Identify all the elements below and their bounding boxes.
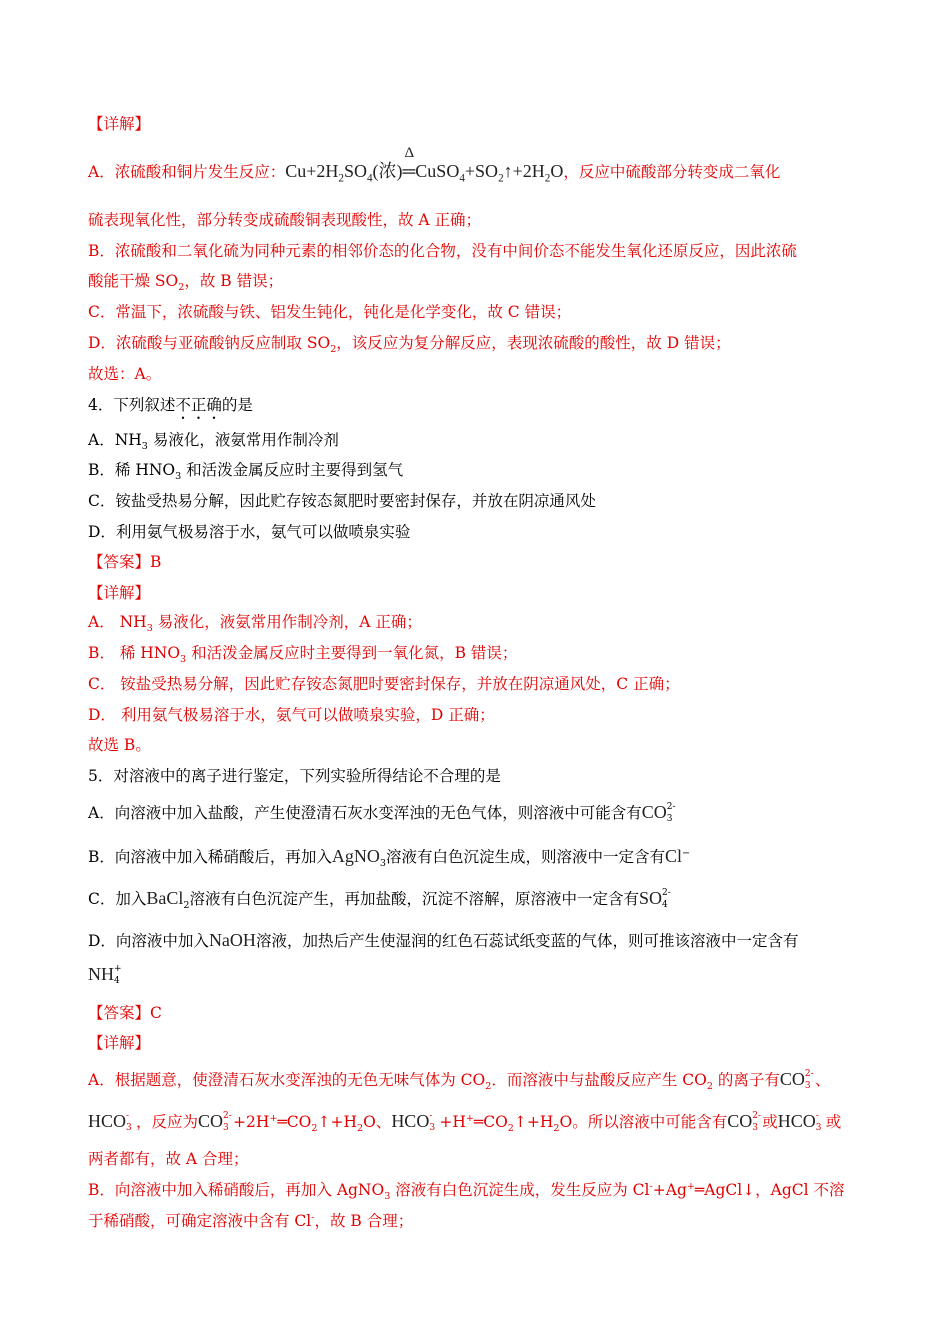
question-5-option-b: B．向溶液中加入稀硝酸后，再加入AgNO$_3$溶液有白色沉淀生成，则溶液中一定含有Cl− <box>88 846 691 870</box>
question-4-choose: 故选 B。 <box>88 736 151 754</box>
question-5-option-a: A．向溶液中加入盐酸，产生使澄清石灰水变浑浊的无色气体，则溶液中可能含有CO 2- 3 <box>88 802 676 824</box>
question-4-stem: 4．下列叙述不正确的是 <box>88 396 253 414</box>
question-5-option-d-ion: NH + 4 <box>88 964 122 986</box>
question-5-explanation-b-line1: B．向溶液中加入稀硝酸后，再加入 AgNO$_3$ 溶液有白色沉淀生成，发生反应为 Cl-+Ag+═AgCl↓，AgCl 不溶 <box>88 1180 845 1203</box>
explanation-a-line2: 硫表现氧化性，部分转变成硫酸铜表现酸性，故 A 正确； <box>88 211 482 229</box>
explanation-b-line2: 酸能干燥 $SO_2$，故 B 错误； <box>88 272 284 294</box>
question-4-explanation-c: C． 铵盐受热易分解，因此贮存铵态氮肥时要密封保存，并放在阴凉通风处，C 正确； <box>88 675 680 693</box>
question-5-explanation-a-line1: A．根据题意，使澄清石灰水变浑浊的无色无味气体为 $CO_2$．而溶液中与盐酸反应产生 $CO_2$ 的离子有CO 2- 3 、 <box>88 1069 831 1093</box>
question-5-option-d: D．向溶液中加入NaOH溶液，加热后产生使湿润的红色石蕊试纸变蓝的气体，则可推该溶液中一定含有 <box>88 930 799 950</box>
question-5-stem: 5．对溶液中的离子进行鉴定，下列实验所得结论不合理的是 <box>88 767 501 785</box>
question-5-explanation-a-line2: HCO - 3 ，反应为CO 2- 3 $+2H^+═CO_2↑+H_2O$、HCO - 3 $+H^+═CO_2↑+H_2O$。所以溶液中可能含有CO 2- 3 或HCO - 3 或 <box>88 1111 842 1135</box>
question-4-option-d: D．利用氨气极易溶于水，氨气可以做喷泉实验 <box>88 523 411 541</box>
explanation-d-line: D．浓硫酸与亚硫酸钠反应制取 $SO_2$，该反应为复分解反应，表现浓硫酸的酸性，故 D 错误； <box>88 334 731 356</box>
explanation-b-line1: B．浓硫酸和二氧化硫为同种元素的相邻价态的化合物，没有中间价态不能发生氧化还原反应，因此浓硫 <box>88 242 797 260</box>
question-4-option-c: C．铵盐受热易分解，因此贮存铵态氮肥时要密封保存，并放在阴凉通风处 <box>88 492 596 510</box>
question-5-detail-heading: 【详解】 <box>88 1034 151 1052</box>
reaction-equation: $Cu+2H_2SO_4$(浓) Δ $═CuSO_4+SO_2↑+2H_2O$ <box>285 145 564 185</box>
question-4-explanation-d: D． 利用氨气极易溶于水，氨气可以做喷泉实验，D 正确； <box>88 706 495 724</box>
question-4-explanation-a: A． $NH_3$ 易液化，液氨常用作制冷剂，A 正确； <box>88 613 422 635</box>
question-4-detail-heading: 【详解】 <box>88 584 151 602</box>
detail-heading: 【详解】 <box>88 115 151 133</box>
question-4-option-a: A．$NH_3$ 易液化，液氨常用作制冷剂 <box>88 431 339 453</box>
question-4-answer: 【答案】B <box>88 553 162 571</box>
question-5-answer: 【答案】C <box>88 1004 162 1022</box>
question-4-option-b: B．稀 $HNO_3$ 和活泼金属反应时主要得到氢气 <box>88 461 404 483</box>
question-5-explanation-a-line3: 两者都有，故 A 合理； <box>88 1150 249 1168</box>
question-5-explanation-b-line2: 于稀硝酸，可确定溶液中含有 Cl-，故 B 合理； <box>88 1211 414 1230</box>
choose-line: 故选：A。 <box>88 365 162 383</box>
explanation-a-line1: A．浓硫酸和铜片发生反应：$Cu+2H_2SO_4$(浓) Δ $═CuSO_4+SO_2↑+2H_2O$，反应中硫酸部分转变成二氧化 <box>88 145 781 185</box>
explanation-c-line: C．常温下，浓硫酸与铁、铝发生钝化，钝化是化学变化，故 C 错误； <box>88 303 572 321</box>
question-5-option-c: C．加入BaCl$_2$溶液有白色沉淀产生，再加盐酸，沉淀不溶解，原溶液中一定含有SO 2- 4 <box>88 888 671 912</box>
question-4-explanation-b: B． 稀 $HNO_3$ 和活泼金属反应时主要得到一氧化氮，B 错误； <box>88 644 518 666</box>
